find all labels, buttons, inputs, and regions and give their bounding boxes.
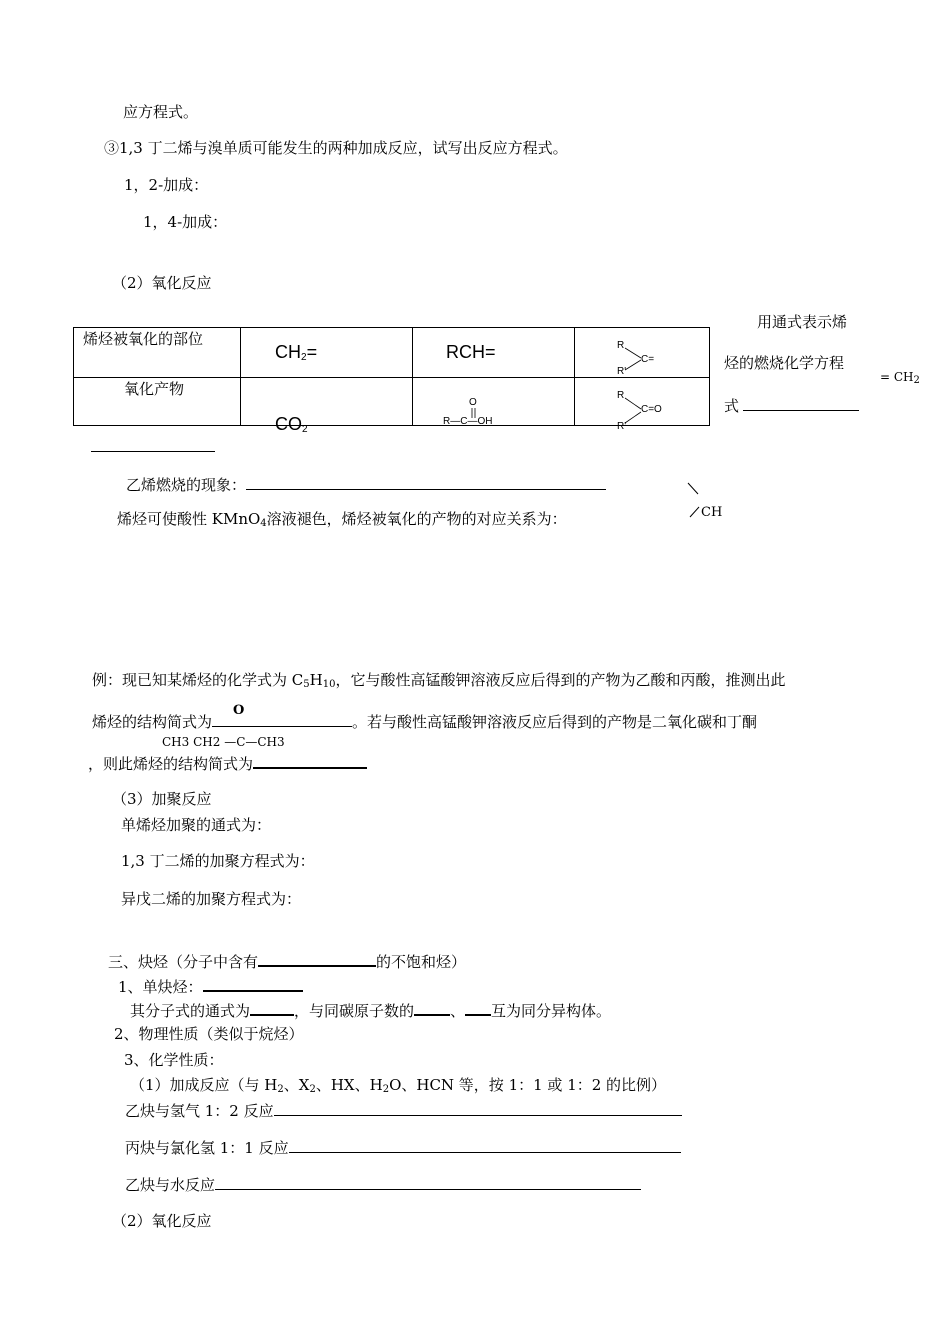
row-label: 氧化产物 [124, 380, 185, 398]
text-line: 乙炔与氢气 1：2 反应 [125, 1101, 682, 1120]
ketone-formula: CH3 CH2 —C—CH3 [162, 735, 285, 749]
side-text: 用通式表示烯 [757, 313, 848, 331]
acid-formula: R—C—OH [443, 416, 493, 427]
text-line: 应方程式。 [123, 103, 199, 121]
combustion-line: 乙烯燃烧的现象： [126, 475, 606, 494]
text-line: 乙炔与水反应 [125, 1175, 641, 1194]
text-line: 3、化学性质： [124, 1051, 224, 1069]
ketone-oxygen: O [233, 703, 245, 718]
co2-formula: $CO_2$ [275, 414, 308, 435]
r-prime-label: R' [617, 366, 627, 377]
example-line: ，则此烯烃的结构简式为 [88, 753, 367, 773]
section-heading: （2）氧化反应 [112, 1212, 212, 1230]
table-cell [74, 328, 241, 378]
ch-label: CH [701, 505, 723, 520]
section-heading: 三、炔烃（分子中含有 的不饱和烃） [108, 953, 467, 971]
side-text: 式 [724, 396, 859, 415]
table-cell [241, 328, 413, 378]
oxidation-table [73, 327, 710, 435]
table-cell [74, 378, 241, 426]
side-text: 烃的燃烧化学方程 [724, 354, 845, 372]
r-prime-label: R' [617, 421, 627, 432]
table-cell [575, 328, 710, 378]
row-label: 烯烃被氧化的部位 [83, 330, 204, 348]
text-line: 1、单炔烃： [118, 976, 303, 996]
text-line: 1，4-加成： [143, 213, 228, 231]
c-double-bond: C= [641, 354, 655, 365]
example-line: 例：现已知某烯烃的化学式为 $C_5H_{10}$，它与酸性高锰酸钾溶液反应后得到的产物为乙酸和丙酸，推测出此 [92, 671, 786, 690]
text-line: 单烯烃加聚的通式为： [121, 816, 272, 834]
text-line: （1）加成反应（与 $H_2$、$X_2$、HX、$H_2O$、HCN 等，按 1：1 或 1：2 的比例） [130, 1076, 667, 1095]
bond-lines-icon [623, 346, 645, 372]
text-line: 1，2-加成： [124, 176, 209, 194]
text-line: 2、物理性质（类似于烷烃） [114, 1025, 304, 1043]
table-cell [241, 378, 413, 435]
rch-formula: RCH= [446, 342, 496, 362]
acid-oxygen: O [469, 397, 477, 408]
text-line: ③1,3 丁二烯与溴单质可能发生的两种加成反应，试写出反应方程式。 [104, 139, 568, 157]
section-heading: （2）氧化反应 [112, 274, 212, 292]
section-heading: （3）加聚反应 [112, 790, 212, 808]
example-line: 烯烃的结构简式为 。若与酸性高锰酸钾溶液反应后得到的产物是二氧化碳和丁酮 [92, 713, 758, 731]
bond-lines-icon [623, 396, 645, 426]
table-cell [413, 328, 575, 378]
side-ch2: = $CH_2$ [880, 370, 920, 386]
kmno4-line: 烯烃可使酸性 KMnO$_4$溶液褪色，烯烃被氧化的产物的对应关系为： [117, 510, 567, 529]
table-cell [413, 378, 575, 426]
text-line: 其分子式的通式为 ，与同碳原子数的 、 互为同分异构体。 [130, 1002, 612, 1020]
text-line: 1,3 丁二烯的加聚方程式为： [121, 852, 315, 870]
table-cell [575, 378, 710, 432]
r-label: R [617, 390, 625, 401]
text-line: 异戊二烯的加聚方程式为： [121, 890, 302, 908]
r-label: R [617, 340, 625, 351]
text-line: 丙炔与氯化氢 1：1 反应 [125, 1138, 681, 1157]
ch2-formula: $CH_2=$ [275, 342, 318, 363]
answer-blank [91, 451, 215, 452]
ketone-group: C=O [641, 404, 662, 415]
